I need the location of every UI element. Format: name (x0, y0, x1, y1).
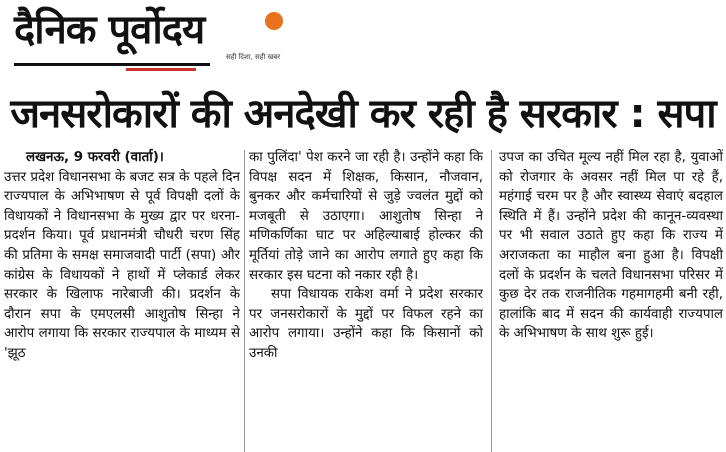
masthead (14, 6, 284, 70)
newspaper-name: दैनिक पूर्वोदय (14, 7, 205, 53)
headline: जनसरोकारों की अनदेखी कर रही है सरकार : सपा (10, 91, 716, 137)
masthead-rule (14, 63, 210, 66)
masthead-accent-rule (126, 68, 196, 71)
article-paragraph: का पुलिंदा' पेश करने जा रही है। उन्होंने कहा कि विपक्ष सदन में शिक्षक, किसान, नौजवान, बुनकर और कर्मचारियों से जुड़े ज्वलंत मुद्दों को मजबूती से उठाएगा। आशुतोष सिन्हा ने मणिकर्णिका घाट पर अहिल्याबाई होल्कर की मूर्तियां तोड़े जाने का आरोप लगाते हुए कहा कि सरकार इस घटना को नकार रही है। (249, 150, 483, 283)
sun-logo-icon (265, 12, 283, 30)
newspaper-tagline: सही दिशा, सही खबर (226, 53, 281, 61)
article-column-1 (4, 148, 240, 452)
column-divider (244, 150, 245, 452)
article-paragraph: उपज का उचित मूल्य नहीं मिल रहा है, युवाओं को रोजगार के अवसर नहीं मिल पा रहे हैं, महंगाई चरम पर है और स्वास्थ्य सेवाएं बदहाल स्थिति में हैं। उन्होंने प्रदेश की कानून-व्यवस्था पर भी सवाल उठाते हुए कहा कि राज्य में अराजकता का माहौल बना हुआ है। विपक्षी दलों के प्रदर्शन के चलते विधानसभा परिसर में कुछ देर तक राजनीतिक गहमागहमी बनी रही, हालांकि बाद में सदन की कार्यवाही राज्यपाल के अभिभाषण के साथ शुरू हुई। (499, 150, 723, 342)
column-divider (491, 150, 492, 452)
article-column-2 (249, 148, 483, 452)
dateline: लखनऊ, 9 फरवरी (वार्ता)। (26, 150, 164, 165)
article-column-3 (499, 148, 723, 452)
article-paragraph: सपा विधायक राकेश वर्मा ने प्रदेश सरकार पर जनसरोकारों के मुद्दों पर विफल रहने का आरोप लगाया। उन्होंने कहा कि किसानों को उनकी (249, 287, 483, 361)
article-paragraph: उत्तर प्रदेश विधानसभा के बजट सत्र के पहले दिन राज्यपाल के अभिभाषण से पूर्व विपक्षी दलों के विधायकों ने विधानसभा के मुख्य द्वार पर धरना-प्रदर्शन किया। पूर्व प्रधानमंत्री चौधरी चरण सिंह की प्रतिमा के समक्ष समाजवादी पार्टी (सपा) और कांग्रेस के विधायकों ने हाथों में प्लेकार्ड लेकर सरकार के खिलाफ नारेबाजी की। प्रदर्शन के दौरान सपा के एमएलसी आशुतोष सिन्हा ने आरोप लगाया कि सरकार राज्यपाल के माध्यम से 'झूठ (4, 169, 240, 361)
